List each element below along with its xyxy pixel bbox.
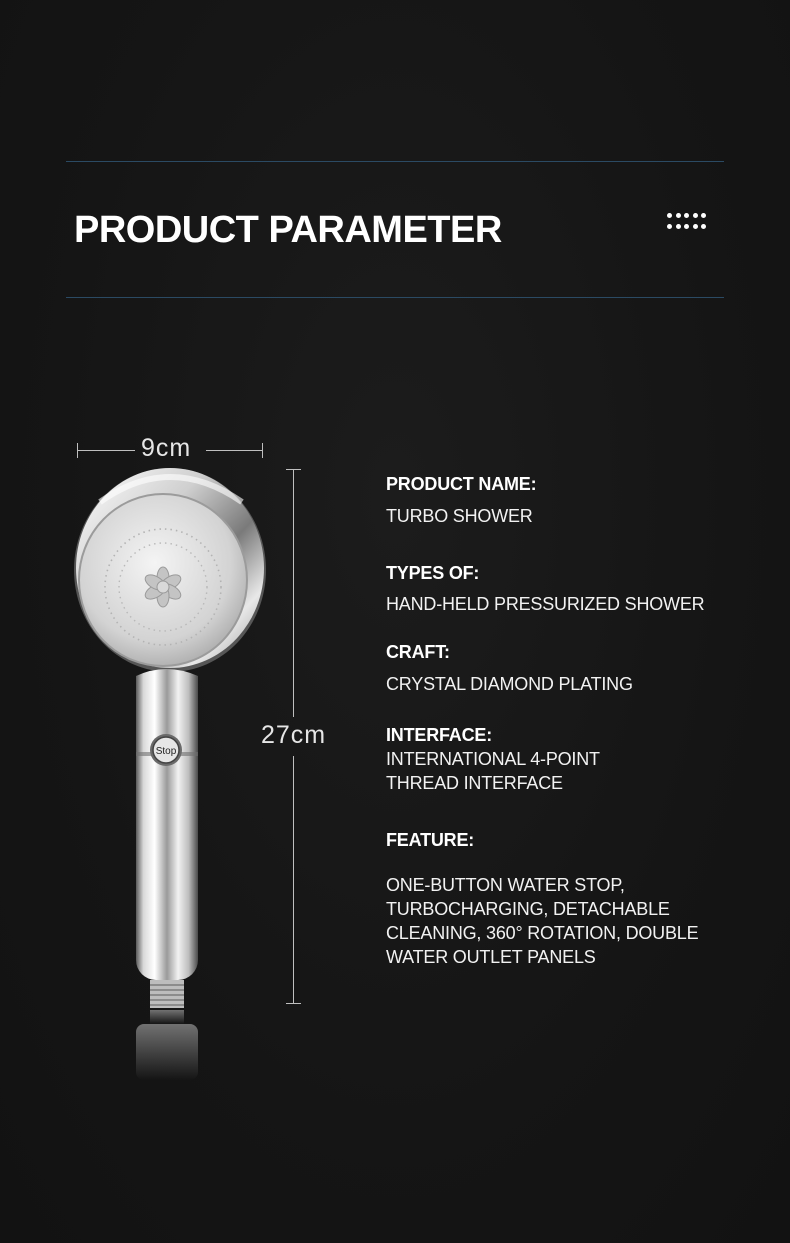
spec-value-interface xyxy=(386,747,600,795)
stop-button-text: Stop xyxy=(155,746,177,757)
width-dimension-line-right xyxy=(206,450,263,451)
page-title: PRODUCT PARAMETER xyxy=(74,209,502,251)
spec-value-product-name: TURBO SHOWER xyxy=(386,506,533,526)
spec-label-craft: CRAFT: xyxy=(386,642,450,662)
spec-value-line: CLEANING, 360° ROTATION, DOUBLE xyxy=(386,923,699,943)
height-dimension-label: 27cm xyxy=(261,721,327,749)
spec-value-types: HAND-HELD PRESSURIZED SHOWER xyxy=(386,594,705,614)
header-rule-bottom xyxy=(66,297,724,298)
spec-value-line: ONE-BUTTON WATER STOP, xyxy=(386,875,625,895)
width-dimension-tick-right xyxy=(262,443,263,458)
spec-value-line: THREAD INTERFACE xyxy=(386,773,563,793)
dots-grid-icon xyxy=(667,213,709,237)
spec-value-line: INTERNATIONAL 4-POINT xyxy=(386,749,600,769)
spec-label-types: TYPES OF: xyxy=(386,563,480,583)
height-dimension-line-bottom xyxy=(293,756,294,1003)
width-dimension-line-left xyxy=(77,450,135,451)
spec-value-feature xyxy=(386,873,698,969)
spec-label-interface: INTERFACE: xyxy=(386,725,493,745)
header-rule-top xyxy=(66,161,724,162)
spec-label-feature: FEATURE: xyxy=(386,830,475,850)
shower-head-image xyxy=(70,462,270,1082)
spec-value-craft: CRYSTAL DIAMOND PLATING xyxy=(386,674,633,694)
spec-value-line: TURBOCHARGING, DETACHABLE xyxy=(386,899,670,919)
height-dimension-tick-bottom xyxy=(286,1003,301,1004)
spec-label-product-name: PRODUCT NAME: xyxy=(386,474,537,494)
spec-value-line: WATER OUTLET PANELS xyxy=(386,947,596,967)
width-dimension-label: 9cm xyxy=(141,434,192,462)
height-dimension-line-top xyxy=(293,469,294,717)
